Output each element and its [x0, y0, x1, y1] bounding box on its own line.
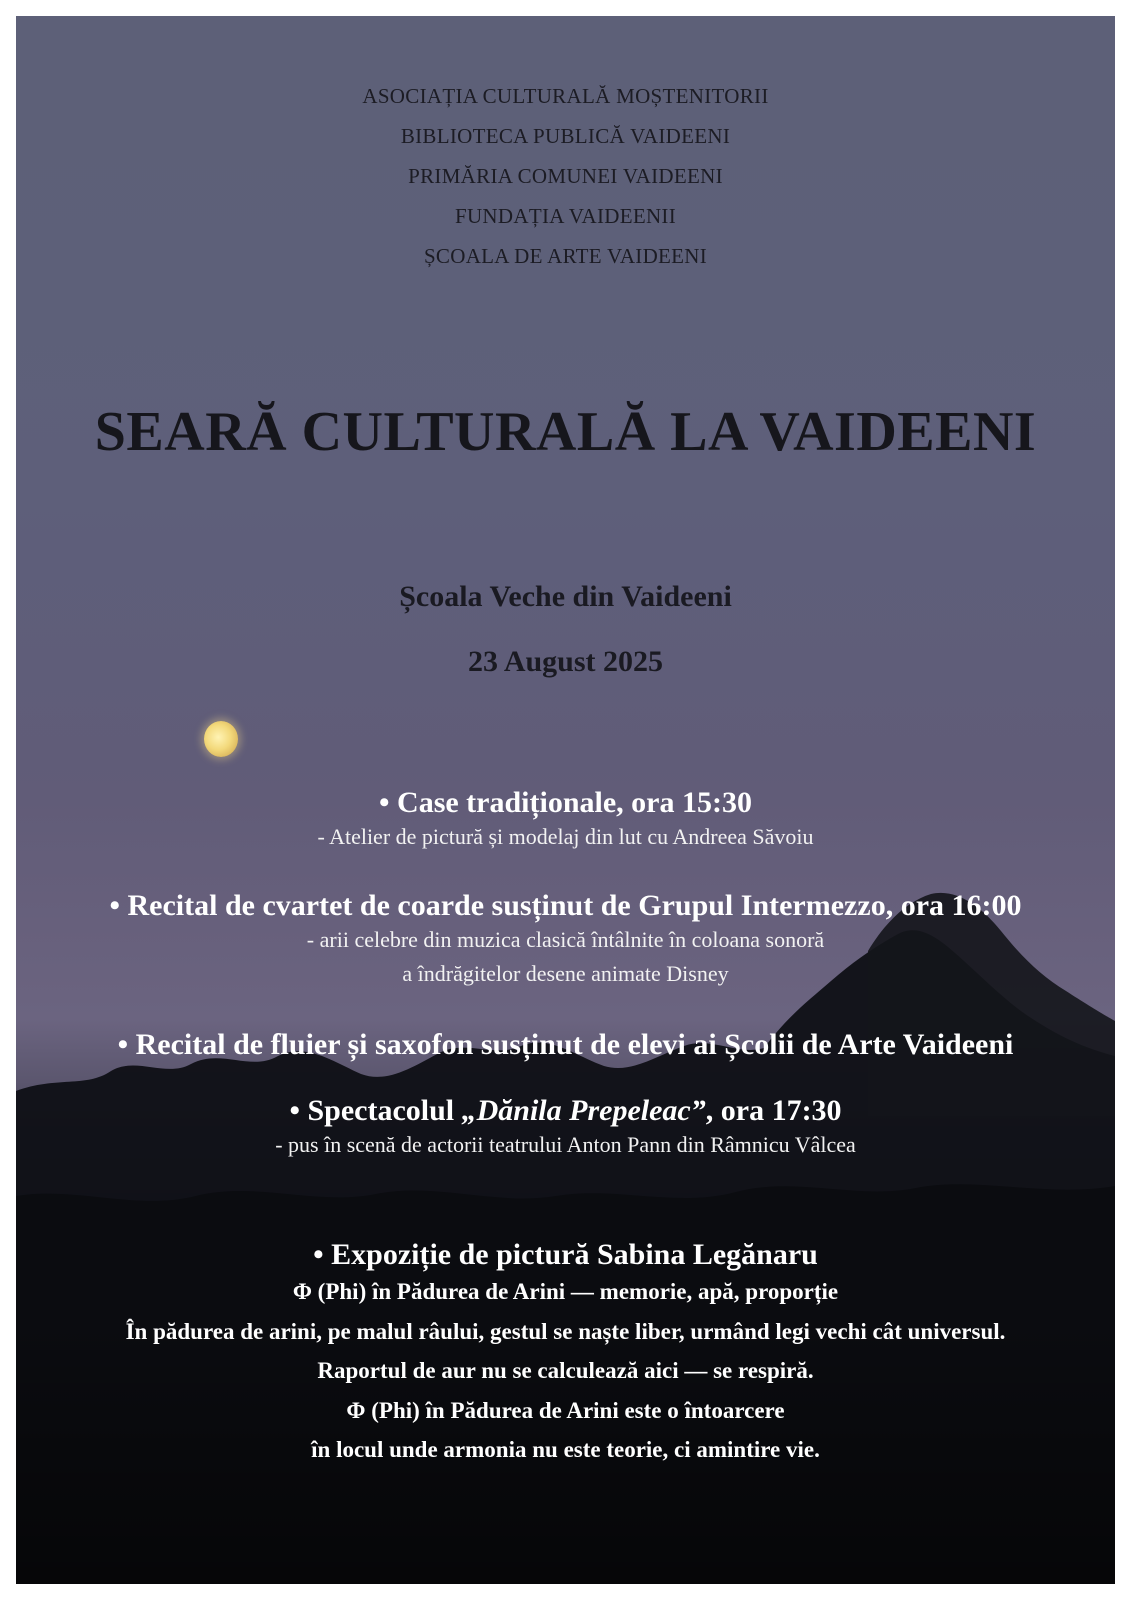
program-item-detail: a îndrăgitelor desene animate Disney	[402, 961, 729, 986]
program-item-detail: - Atelier de pictură și modelaj din lut cu Andreea Săvoiu	[317, 824, 814, 849]
event-title: SEARĂ CULTURALĂ LA VAIDEENI	[94, 401, 1037, 463]
organizer-line: ASOCIAȚIA CULTURALĂ MOȘTENITORII	[362, 84, 769, 108]
bullet-icon: •	[379, 786, 390, 819]
program-item	[16, 889, 1115, 991]
program-item-title: • Spectacolul „Dănila Prepeleac”, ora 17:30	[289, 1094, 842, 1127]
event-date: 23 August 2025	[467, 645, 664, 678]
program-item	[16, 786, 1115, 854]
organizer-line: FUNDAȚIA VAIDEENII	[454, 204, 677, 228]
program-item	[16, 1028, 1115, 1062]
program-item-detail: - arii celebre din muzica clasică întâlnite în coloana sonoră	[306, 927, 825, 952]
moon	[204, 721, 238, 757]
exhibition-text-line: în locul unde armonia nu este teorie, ci amintire vie.	[311, 1437, 820, 1462]
poster	[16, 16, 1115, 1584]
program-item-title: • Recital de fluier și saxofon susținut de elevi ai Școlii de Arte Vaideeni	[117, 1028, 1014, 1061]
program-item-detail: - pus în scenă de actorii teatrului Anton Pann din Râmnicu Vâlcea	[275, 1132, 856, 1157]
venue: Școala Veche din Vaideeni	[399, 580, 732, 613]
organizer-line: PRIMĂRIA COMUNEI VAIDEENI	[408, 164, 723, 188]
organizer-line: BIBLIOTECA PUBLICĂ VAIDEENI	[400, 124, 731, 148]
bullet-icon: •	[117, 1028, 129, 1061]
exhibition	[16, 1238, 1115, 1470]
exhibition-text-line: În pădurea de arini, pe malul râului, gestul se naște liber, urmând legi vechi cât universul.	[125, 1318, 1006, 1344]
play-name: „Dănila Prepeleac”	[461, 1094, 706, 1127]
program-item	[16, 1094, 1115, 1162]
organizer-line: ȘCOALA DE ARTE VAIDEENI	[423, 244, 708, 268]
bullet-icon: •	[313, 1238, 324, 1271]
program-item-title: • Case tradiționale, ora 15:30	[379, 786, 752, 819]
exhibition-text-line: Raportul de aur nu se calculează aici — se respiră.	[317, 1358, 814, 1383]
exhibition-text-line: Φ (Phi) în Pădurea de Arini este o întoarcere	[346, 1397, 785, 1423]
program-item-title: • Recital de cvartet de coarde susținut de Grupul Intermezzo, ora 16:00	[109, 889, 1022, 922]
bullet-icon: •	[289, 1094, 300, 1127]
exhibition-title: • Expoziție de pictură Sabina Legănaru	[313, 1238, 818, 1271]
exhibition-text-line: Φ (Phi) în Pădurea de Arini — memorie, apă, proporție	[292, 1279, 839, 1304]
bullet-icon: •	[109, 889, 120, 922]
organizers-list	[16, 76, 1115, 276]
